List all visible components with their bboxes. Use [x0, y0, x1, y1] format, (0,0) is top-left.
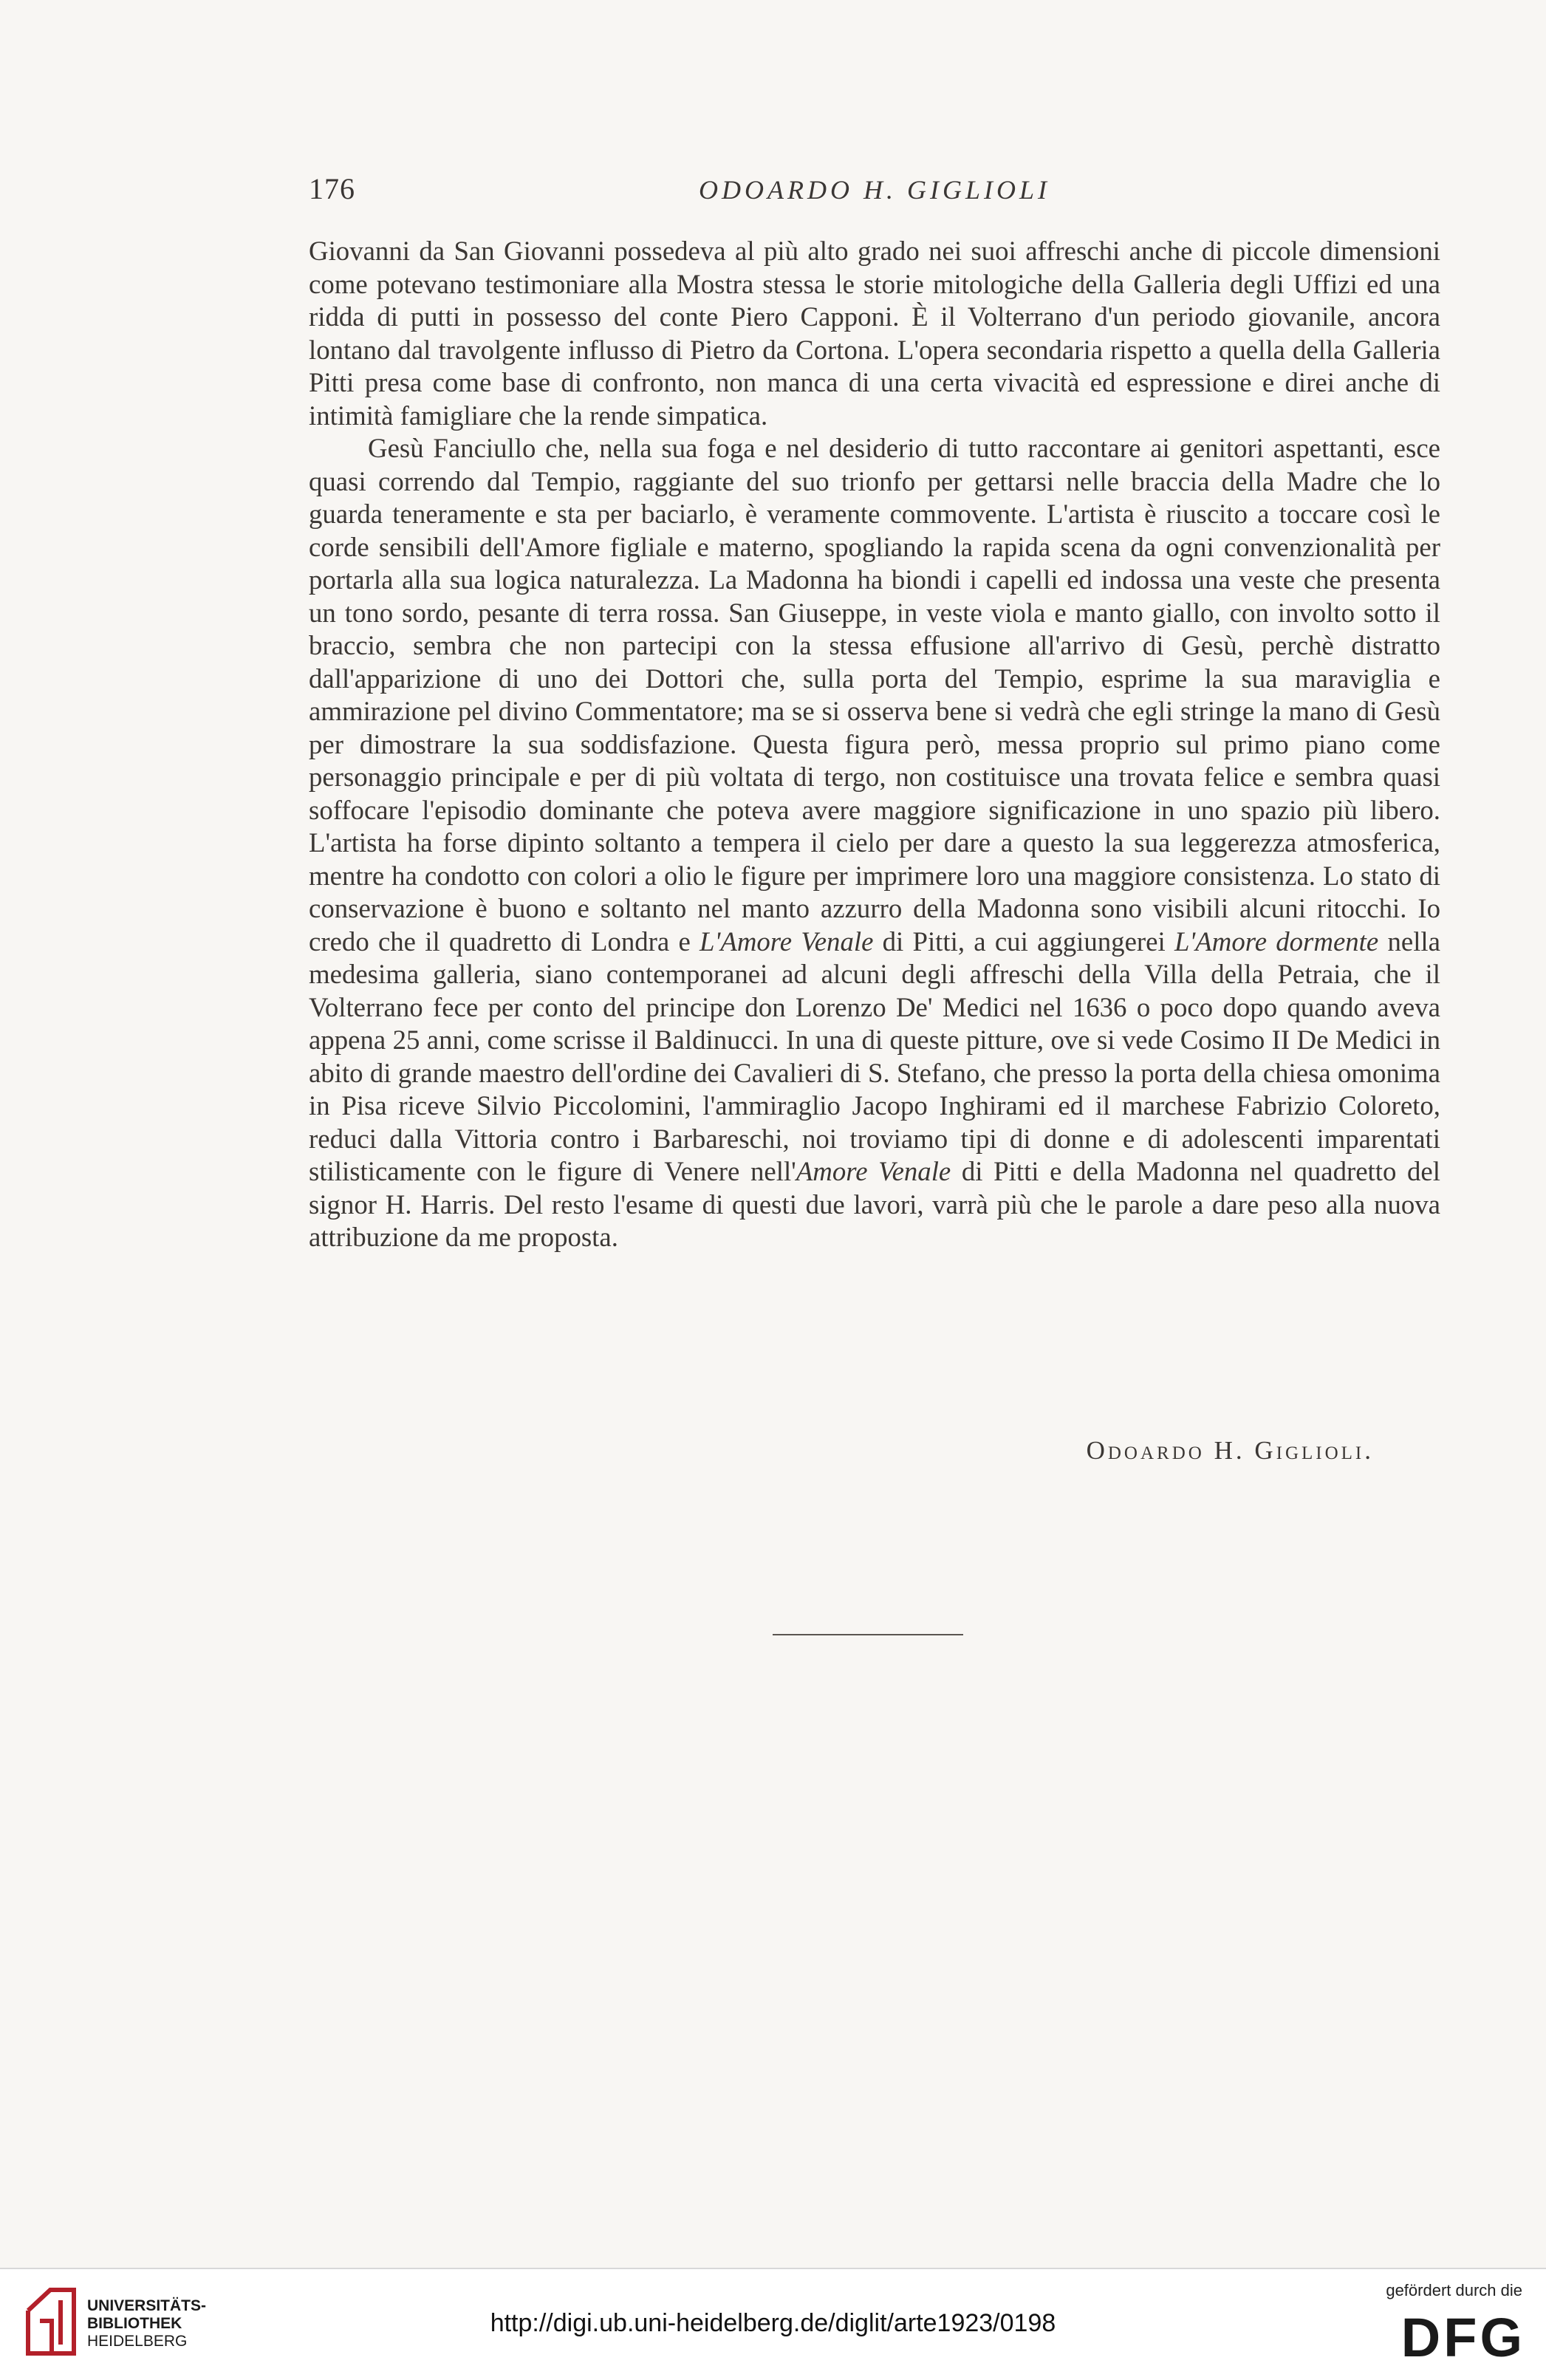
author-signature: Odoardo H. Giglioli. — [1086, 1436, 1374, 1465]
paragraph — [309, 432, 1440, 1254]
artwork-title: L'Amore dormente — [1174, 926, 1379, 957]
paragraph: Giovanni da San Giovanni possedeva al più alto grado nei suoi affreschi anche di piccole dimensioni come potevano testimoniare alla Mostra stessa le storie mitologiche della Galleria degli Uffizi ed una ridda di putti in possesso del conte Piero Capponi. È il Volterrano d'un periodo giovanile, ancora lontano dal travolgente influsso di Pietro da Cortona. L'opera secondaria rispetto a quella della Galleria Pitti presa come base di confronto, non manca di una certa vivacità ed espressione e direi anche di intimità famigliare che la rende simpatica. — [309, 236, 1440, 431]
article-body — [309, 235, 1440, 1254]
text-run: di Pitti, a cui aggiungerei — [873, 926, 1174, 957]
library-name-line: UNIVERSITÄTS- — [87, 2297, 207, 2314]
running-head: ODOARDO H. GIGLIOLI — [699, 175, 1050, 205]
text-run: Gesù Fanciullo che, nella sua foga e nel desiderio di tutto raccontare ai genitori aspettanti, esce quasi correndo dal Tempio, raggiante del suo trionfo per gettarsi nelle braccia della Madre che lo guarda teneramente e sta per baciarlo, è veramente commovente. L'artista è riuscito a toccare così le corde sensibili dell'Amore figliale e materno, spogliando la rapida scena da ogni convenzionalità per portarla alla sua logica naturalezza. La Madonna ha biondi i capelli ed indossa una veste che presenta un tono sordo, pesante di terra rossa. San Giuseppe, in veste viola e manto giallo, con involto sotto il braccio, sembra che non partecipi con la stessa effusione all'arrivo di Gesù, perchè distratto dall'apparizione di uno dei Dottori che, sulla porta del Tempio, esprime la sua maraviglia e ammirazione pel divino Commentatore; ma se si osserva bene si vedrà che egli stringe la mano di Gesù per dimostrare la sua soddisfazione. Questa figura però, messa proprio sul primo piano come personaggio principale e per di più voltata di tergo, non costituisce una trovata felice e sembra quasi soffocare l'episodio dominante che poteva avere maggiore significazione in uno spazio più libero. L'artista ha forse dipinto soltanto a tempera il cielo per dare a questo la sua leggerezza atmosferica, mentre ha condotto con colori a olio le figure per imprimere loro una maggiore consistenza. Lo stato di conservazione è buono e soltanto nel manto azzurro della Madonna sono visibili alcuni ritocchi. Io credo che il quadretto di Londra e — [309, 433, 1440, 957]
text-run: nella medesima galleria, siano contemporanei ad alcuni degli affreschi della Villa della Petraia, che il Volterrano fece per conto del principe don Lorenzo De' Medici nel 1636 o poco dopo quando aveva appena 25 anni, come scrisse il Baldinucci. In una di queste pitture, ove si vede Cosimo II De Medici in abito di grande maestro dell'ordine dei Cavalieri di S. Stefano, che presso la porta della chiesa omonima in Pisa riceve Silvio Piccolomini, l'ammiraglio Jacopo Inghirami ed il marchese Fabrizio Coloreto, reduci dalla Vittoria contro i Barbareschi, noi troviamo tipi di donne e di adolescenti imparentati stilisticamente con le figure di Venere nell' — [309, 926, 1440, 1186]
artwork-title: L'Amore Venale — [700, 926, 874, 957]
source-url-link[interactable]: http://digi.ub.uni-heidelberg.de/diglit/arte1923/0198 — [490, 2309, 1056, 2337]
closing-rule — [773, 1634, 963, 1635]
artwork-title: Amore Venale — [796, 1156, 951, 1186]
page-header — [309, 171, 1440, 216]
text-run: di Pitti e della Madonna nel quadretto del signor H. Harris. Del resto l'esame di questi due lavori, varrà più che le parole a dare peso alla nuova attribuzione da me proposta. — [309, 1156, 1440, 1252]
library-name-line: HEIDELBERG — [87, 2333, 188, 2350]
library-name-line: BIBLIOTHEK — [87, 2315, 182, 2332]
page-number: 176 — [309, 172, 355, 205]
funded-by-label: gefördert durch die — [1386, 2281, 1522, 2299]
dfg-logo: DFG — [1400, 2307, 1525, 2368]
